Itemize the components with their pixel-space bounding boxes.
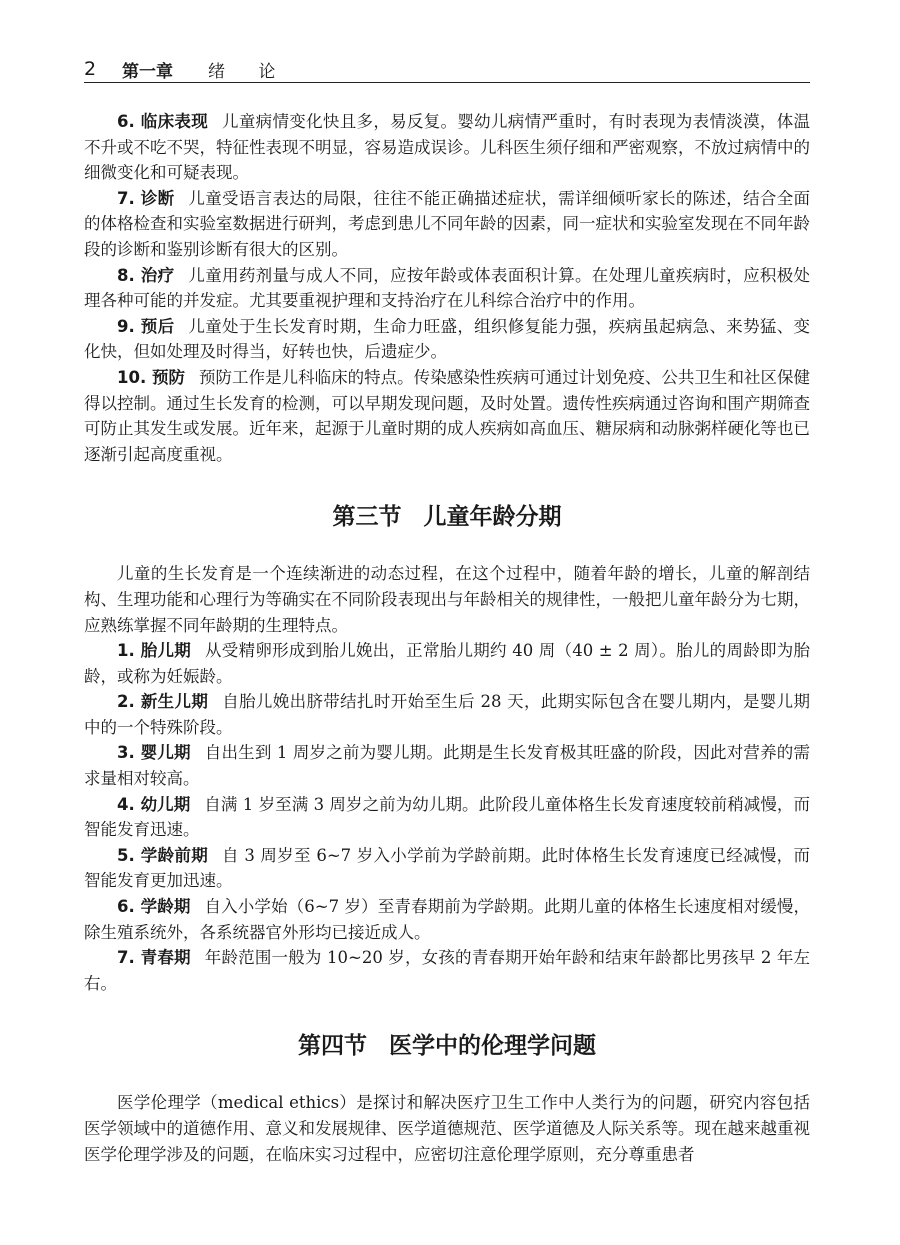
section-intro: 儿童的生长发育是一个连续渐进的动态过程，在这个过程中，随着年龄的增长，儿童的解剖结构、生理功能和心理行为等确实在不同阶段表现出与年龄相关的规律性，一般把儿童年龄分为七期，应熟练掌握不同年龄期的生理特点。 (84, 564, 810, 635)
paragraph-clinical (84, 109, 810, 186)
item-lead: 4. 幼儿期 (117, 794, 191, 814)
page-body (84, 109, 810, 1167)
item-text: 儿童病情变化快且多，易反复。婴幼儿病情严重时，有时表现为表情淡漠，体温不升或不吃不哭，特征性表现不明显，容易造成误诊。儿科医生须仔细和严密观察，不放过病情中的细微变化和可疑表现。 (84, 112, 811, 183)
item-text: 自出生到 1 周岁之前为婴儿期。此期是生长发育极其旺盛的阶段，因此对营养的需求量相对较高。 (84, 743, 810, 789)
item-lead: 8. 治疗 (117, 265, 175, 285)
period-infant (84, 740, 810, 791)
item-text: 自入小学始（6~7 岁）至青春期前为学龄期。此期儿童的体格生长速度相对缓慢，除生殖系统外，各系统器官外形均已接近成人。 (84, 897, 810, 942)
section-heading-age-periods: 第三节 儿童年龄分期 (332, 504, 562, 531)
item-lead: 10. 预防 (117, 367, 186, 387)
item-lead: 7. 青春期 (117, 948, 191, 968)
period-adolescence (84, 945, 810, 996)
item-lead: 2. 新生儿期 (117, 692, 209, 712)
paragraph-diagnosis (84, 186, 810, 263)
period-preschool (84, 843, 810, 894)
item-text: 儿童处于生长发育时期，生命力旺盛，组织修复能力强，疾病虽起病急、来势猛、变化快，但如处理及时得当，好转也快，后遗症少。 (84, 316, 810, 362)
item-lead: 9. 预后 (117, 316, 175, 336)
item-text: 年龄范围一般为 10~20 岁，女孩的青春期开始年龄和结束年龄都比男孩早 2 年左右。 (84, 948, 811, 993)
item-text: 儿童用药剂量与成人不同，应按年龄或体表面积计算。在处理儿童疾病时，应积极处理各种可能的并发症。尤其要重视护理和支持治疗在儿科综合治疗中的作用。 (84, 265, 810, 311)
section-heading-ethics: 第四节 医学中的伦理学问题 (297, 1033, 596, 1060)
item-text: 儿童受语言表达的局限，往往不能正确描述症状，需详细倾听家长的陈述，结合全面的体格检查和实验室数据进行研判，考虑到患儿不同年龄的因素，同一症状和实验室发现在不同年龄段的诊断和鉴别诊断有很大的区别。 (84, 188, 810, 259)
item-text: 预防工作是儿科临床的特点。传染感染性疾病可通过计划免疫、公共卫生和社区保健得以控制。通过生长发育的检测，可以早期发现问题，及时处置。遗传性疾病通过咨询和围产期筛查可防止其发生或发展。近年来，起源于儿童时期的成人疾病如高血压、糖尿病和动脉粥样硬化等也已逐渐引起高度重视。 (84, 367, 810, 464)
item-text: 自 3 周岁至 6~7 岁入小学前为学龄前期。此时体格生长发育速度已经减慢，而智能发育更加迅速。 (84, 845, 810, 891)
period-toddler (84, 792, 810, 843)
item-lead: 3. 婴儿期 (117, 743, 191, 763)
item-lead: 6. 学龄期 (117, 897, 191, 917)
period-fetal (84, 638, 810, 689)
page-number: 2 (84, 58, 97, 80)
chapter-label: 第一章 (122, 62, 173, 82)
paragraph-prevention (84, 365, 810, 467)
item-text: 自满 1 岁至满 3 周岁之前为幼儿期。此阶段儿童体格生长发育速度较前稍减慢，而智能发育迅速。 (84, 794, 810, 840)
paragraph-treatment (84, 263, 810, 314)
item-lead: 5. 学龄前期 (117, 845, 208, 865)
item-text: 自胎儿娩出脐带结扎时开始至生后 28 天，此期实际包含在婴儿期内，是婴儿期中的一个特殊阶段。 (84, 692, 810, 737)
item-lead: 6. 临床表现 (117, 112, 209, 131)
paragraph-prognosis (84, 314, 810, 365)
period-neonatal (84, 689, 810, 740)
item-text: 从受精卵形成到胎儿娩出，正常胎儿期约 40 周（40 ± 2 周）。胎儿的周龄即为胎龄，或称为妊娠龄。 (84, 641, 810, 686)
chapter-title: 绪 论 (208, 62, 290, 82)
item-lead: 1. 胎儿期 (117, 641, 192, 661)
period-school-age (84, 894, 810, 945)
section-intro: 医学伦理学（medical ethics）是探讨和解决医疗卫生工作中人类行为的问题，研究内容包括医学领域中的道德作用、意义和发展规律、医学道德规范、医学道德及人际关系等。现在越来越重视医学伦理学涉及的问题，在临床实习过程中，应密切注意伦理学原则，充分尊重患者 (84, 1093, 810, 1164)
running-header (84, 52, 810, 83)
item-lead: 7. 诊断 (117, 188, 175, 208)
